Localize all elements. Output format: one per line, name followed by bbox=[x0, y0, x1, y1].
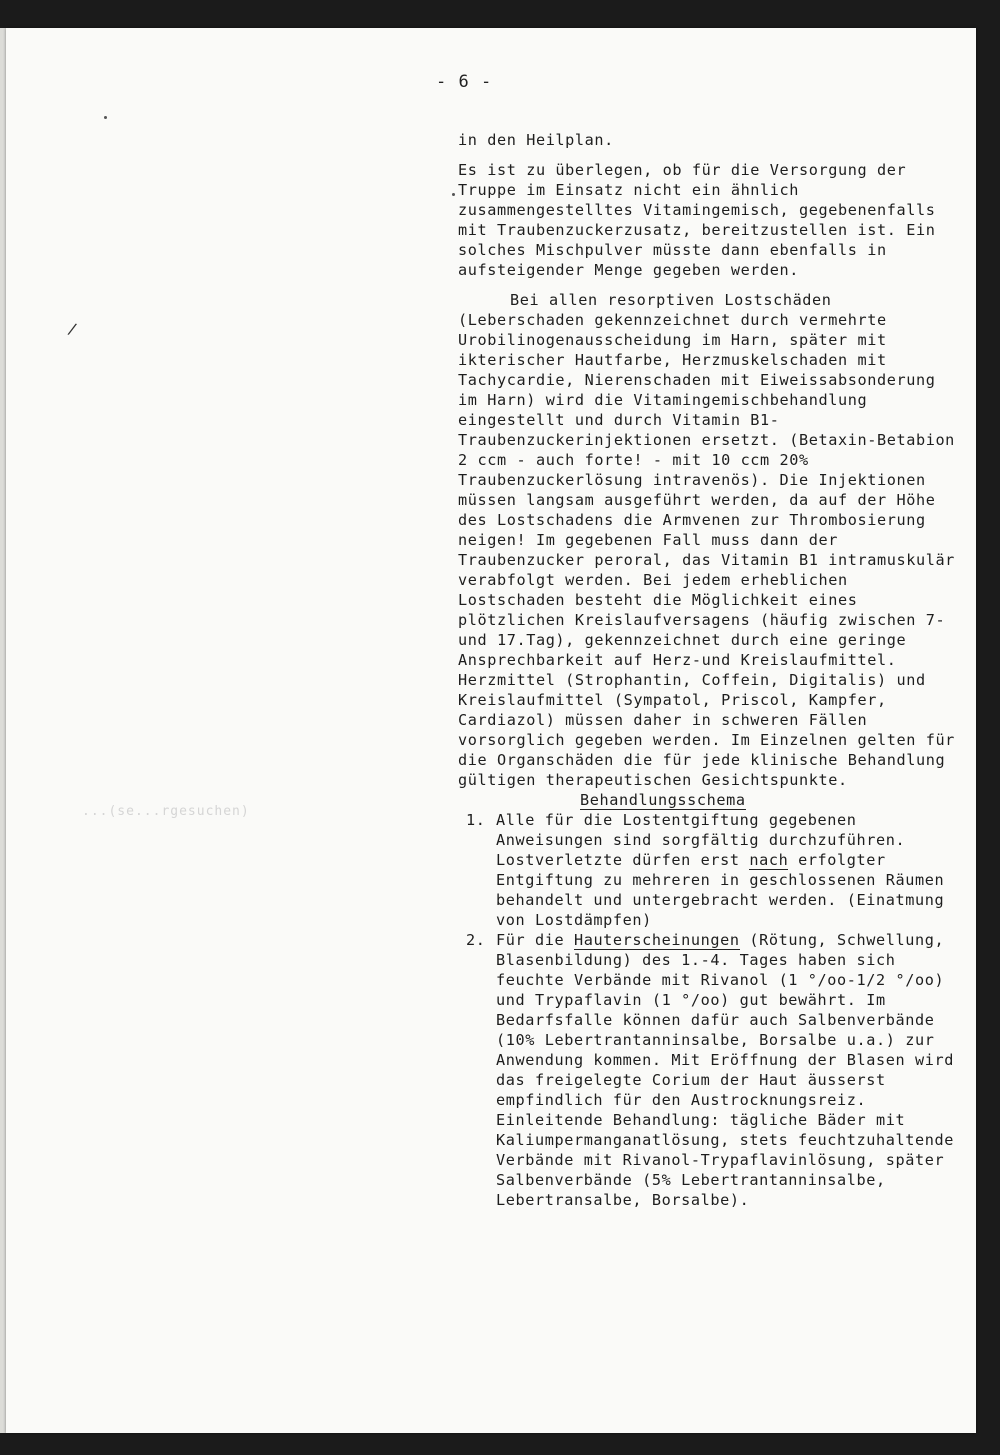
paragraph: in den Heilplan. bbox=[458, 131, 614, 149]
list-number: 1. bbox=[466, 811, 486, 829]
underlined-word: Hauterscheinungen bbox=[573, 931, 740, 949]
list-text: erfolgter Entgiftung zu mehreren in geschlossenen Räumen behandelt und untergebracht werden. (Einatmung von Lostdämpfen) bbox=[496, 851, 945, 929]
list-item bbox=[458, 930, 963, 1210]
text-column bbox=[458, 130, 963, 1210]
list-subparagraph: Einleitende Behandlung: tägliche Bäder mit Kaliumpermanganatlösung, stets feuchtzuhaltende Verbände mit Rivanol-Trypaflavinlösung, später Salbenverbände (5% Lebertrantanninsalbe, Lebertransalbe, Borsalbe). bbox=[496, 1111, 954, 1209]
list-number: 2. bbox=[466, 931, 486, 949]
margin-mark: / bbox=[66, 319, 79, 339]
bleed-through-text: ...(se...rgesuchen) bbox=[82, 804, 250, 819]
section-heading bbox=[458, 790, 963, 810]
speck bbox=[104, 116, 107, 119]
list-text: Für die bbox=[496, 931, 574, 949]
section-heading-text: Behandlungsschema bbox=[580, 791, 746, 809]
list-text: (Rötung, Schwellung, Blasenbildung) des 1.-4. Tages haben sich feuchte Verbände mit Rivanol (1 °/oo-1/2 °/oo) und Trypaflavin (1 °/oo) gut bewährt. Im Bedarfsfalle können dafür auch Salbenverbände (10% Lebertrantanninsalbe, Borsalbe u.a.) zur Anwendung kommen. Mit Eröffnung der Blasen wird das freigelegte Corium der Haut äusserst empfindlich für den Austrocknungsreiz. bbox=[496, 931, 954, 1109]
paragraph: Bei allen resorptiven Lostschäden (Leberschaden gekennzeichnet durch vermehrte Urobilinogenausscheidung im Harn, später mit ikterischer Hautfarbe, Herzmuskelschaden mit Tachycardie, Nierenschaden mit Eiweissabsonderung im Harn) wird die Vitamingemischbehandlung eingestellt und durch Vitamin B1-Traubenzuckerinjektionen ersetzt. (Betaxin-Betabion 2 ccm - auch forte! - mit 10 ccm 20% Traubenzuckerlösung intravenös). Die Injektionen müssen langsam ausgeführt werden, da auf der Höhe des Lostschadens die Armvenen zur Thrombosierung neigen! Im gegebenen Fall muss dann der Traubenzucker peroral, das Vitamin B1 intramuskulär verabfolgt werden. Bei jedem erheblichen Lostschaden besteht die Möglichkeit eines plötzlichen Kreislaufversagens (häufig zwischen 7- und 17.Tag), gekennzeichnet durch eine geringe Ansprechbarkeit auf Herz-und Kreislaufmittel. Herzmittel (Strophantin, Coffein, Digitalis) und Kreislaufmittel (Sympatol, Priscol, Kampfer, Cardiazol) müssen daher in schweren Fällen vorsorglich gegeben werden. Im Einzelnen gelten für die Organschäden die für jede klinische Behandlung gültigen therapeutischen Gesichtspunkte. bbox=[458, 291, 955, 789]
speck bbox=[452, 193, 455, 196]
list-text: Alle für die Lostentgiftung gegebenen Anweisungen sind sorgfältig durchzuführen. Lostverletzte dürfen erst bbox=[496, 811, 906, 869]
paragraph: Es ist zu überlegen, ob für die Versorgung der Truppe im Einsatz nicht ein ähnlich zusammengestelltes Vitamingemisch, gegebenenfalls mit Traubenzuckerzusatz, bereitzustellen ist. Ein solches Mischpulver müsste dann ebenfalls in aufsteigender Menge gegeben werden. bbox=[458, 161, 936, 279]
treatment-list bbox=[458, 810, 963, 1210]
page-number: - 6 - bbox=[436, 72, 493, 92]
list-item bbox=[458, 810, 963, 930]
underlined-word: nach bbox=[749, 851, 789, 869]
